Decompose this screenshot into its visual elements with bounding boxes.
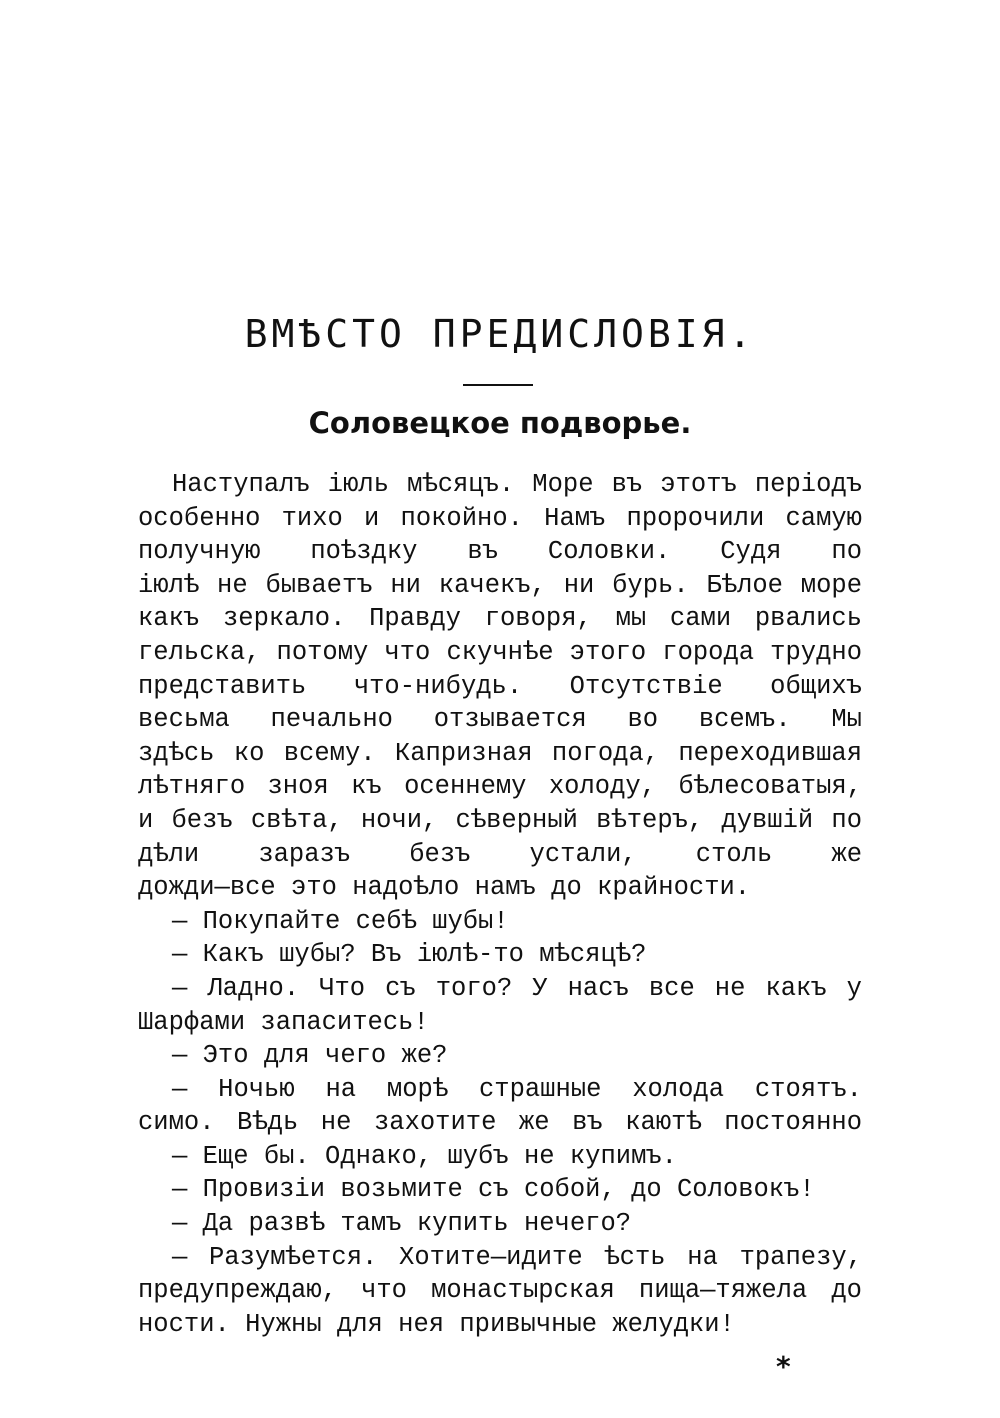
text-line: предупреждаю, что монастырская пища—тяжела до xyxy=(138,1276,862,1306)
text-line: весьма печально отзывается во всемъ. Мы xyxy=(138,705,862,735)
chapter-title: ВМѢСТО ПРЕДИСЛОВІЯ. xyxy=(244,312,756,356)
body-text xyxy=(138,468,862,1341)
dialogue-line: — Разумѣется. Хотите—идите ѣсть на трапезу, xyxy=(172,1242,862,1272)
text-line: гельска, потому что скучнѣе этого города трудно xyxy=(138,637,862,667)
text-line: іюлѣ не бываетъ ни качекъ, ни бурь. Бѣлое море xyxy=(138,570,862,600)
text-line: лѣтняго зноя къ осеннему холоду, бѣлесоватыя, xyxy=(138,772,862,802)
text-line: особенно тихо и покойно. Намъ пророчили самую xyxy=(138,503,862,533)
dialogue-line: — Какъ шубы? Въ іюлѣ-то мѣсяцѣ? xyxy=(172,940,647,970)
dialogue-line: — Покупайте себѣ шубы! xyxy=(172,906,509,936)
dialogue-line: — Это для чего же? xyxy=(172,1041,448,1071)
dialogue-line: — Ночью на морѣ страшные холода стоятъ. xyxy=(172,1074,862,1104)
text-line: какъ зеркало. Правду говоря, мы сами рвались xyxy=(138,604,862,634)
dialogue-line: — Ладно. Что съ того? У насъ все не какъ у xyxy=(172,973,862,1003)
text-line: представить что-нибудь. Отсутствіе общихъ xyxy=(138,671,862,701)
dialogue-line: — Да развѣ тамъ купить нечего? xyxy=(172,1209,632,1239)
dialogue-line: — Провизіи возьмите съ собой, до Соловокъ! xyxy=(172,1175,815,1205)
text-line: получную поѣздку въ Соловки. Судя по xyxy=(138,537,862,567)
text-line: Шарфами запаситесь! xyxy=(138,1007,429,1037)
text-line: симо. Вѣдь не захотите же въ каютѣ постоянно xyxy=(138,1108,862,1138)
title-divider xyxy=(463,384,533,386)
text-line: дѣли заразъ безъ устали, столь же xyxy=(138,839,862,869)
text-line: дожди—все это надоѣло намъ до крайности. xyxy=(138,873,751,903)
text-line: Наступалъ іюль мѣсяцъ. Море въ этотъ періодъ xyxy=(172,470,862,499)
dialogue-line: — Еще бы. Однако, шубъ не купимъ. xyxy=(172,1141,677,1171)
text-line: здѣсь ко всему. Капризная погода, переходившая xyxy=(138,738,862,768)
text-line: и безъ свѣта, ночи, сѣверный вѣтеръ, дувшій по xyxy=(138,805,862,835)
signature-mark: * xyxy=(776,1350,791,1383)
section-subtitle: Соловецкое подворье. xyxy=(308,406,692,440)
text-line: ности. Нужны для нея привычные желудки! xyxy=(138,1309,735,1339)
